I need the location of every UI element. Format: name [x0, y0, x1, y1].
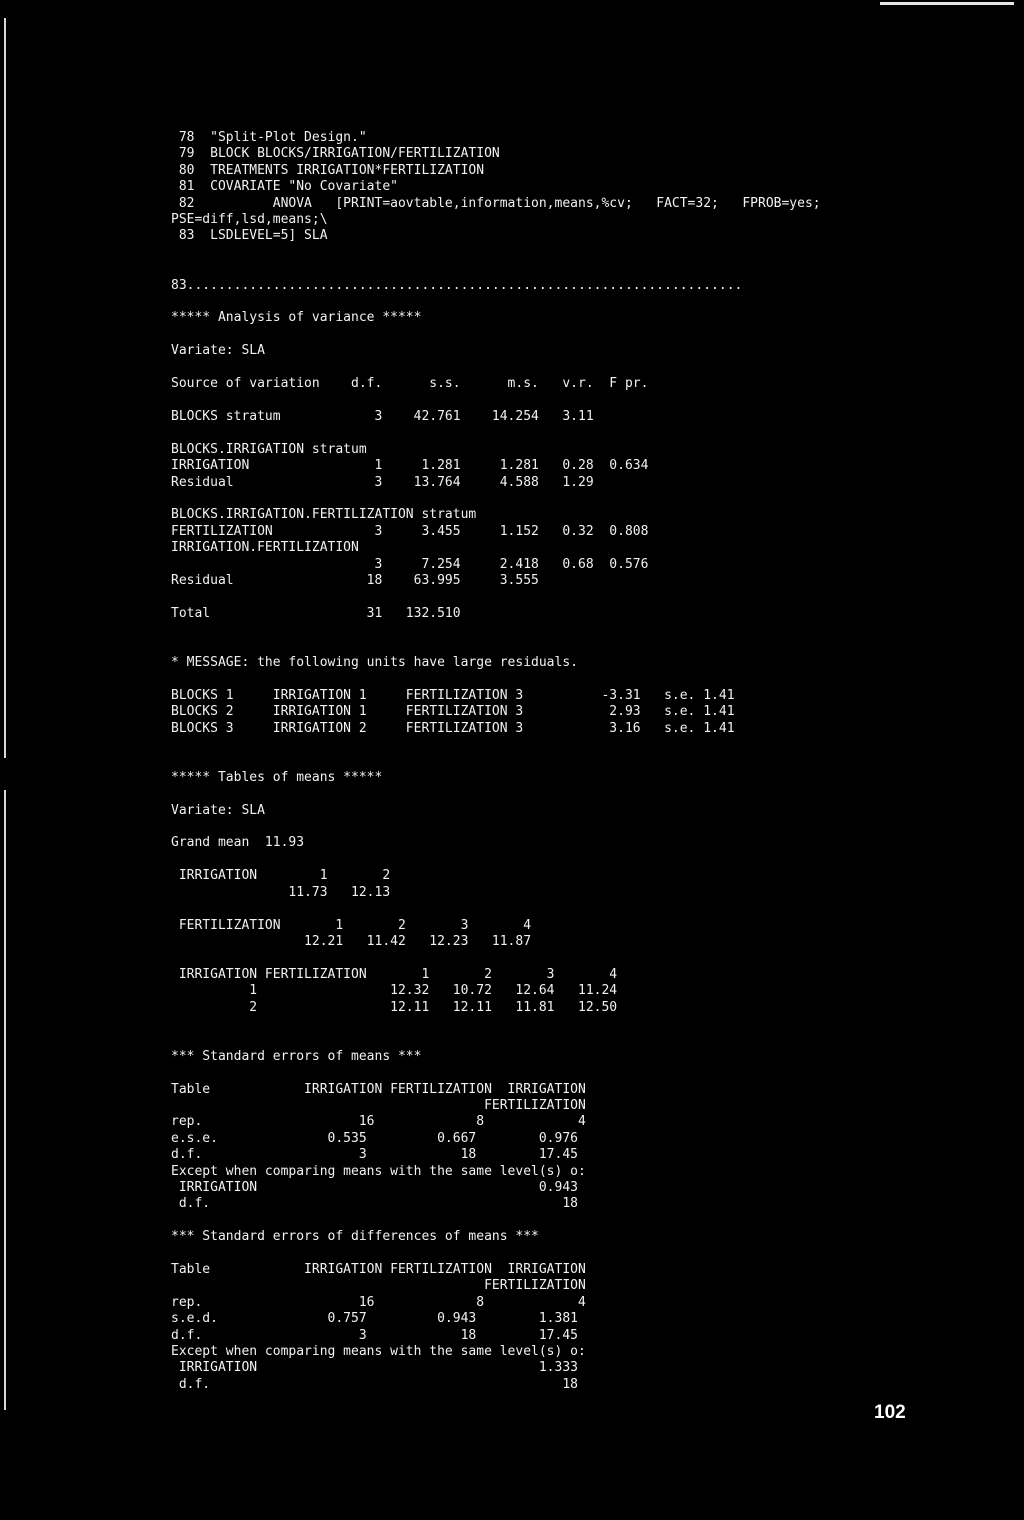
output-line: FERTILIZATION: [171, 1278, 586, 1294]
output-line: BLOCKS.IRRIGATION.FERTILIZATION stratum: [171, 507, 477, 523]
output-line: BLOCKS 3 IRRIGATION 2 FERTILIZATION 3 3.16 s.e. 1.41: [171, 720, 735, 736]
output-line: Except when comparing means with the same level(s) o:: [171, 1163, 586, 1179]
output-line: rep. 16 8 4: [171, 1114, 586, 1130]
output-line: s.e.d. 0.757 0.943 1.381: [171, 1311, 578, 1327]
output-line: 80 TREATMENTS IRRIGATION*FERTILIZATION: [171, 162, 485, 178]
output-line: d.f. 18: [171, 1196, 578, 1212]
output-line: Residual 18 63.995 3.555: [171, 572, 539, 588]
output-line: Residual 3 13.764 4.588 1.29: [171, 474, 594, 490]
output-line: IRRIGATION 1 1.281 1.281 0.28 0.634: [171, 458, 649, 474]
output-line: IRRIGATION 1.333: [171, 1360, 578, 1376]
output-line: *** Standard errors of differences of means ***: [171, 1229, 539, 1245]
output-line: rep. 16 8 4: [171, 1294, 586, 1310]
output-line: Variate: SLA: [171, 802, 265, 818]
output-line: d.f. 18: [171, 1376, 578, 1392]
output-line: BLOCKS.IRRIGATION stratum: [171, 441, 367, 457]
output-line: 81 COVARIATE "No Covariate": [171, 179, 398, 195]
output-line: Variate: SLA: [171, 343, 265, 359]
output-line: d.f. 3 18 17.45: [171, 1147, 578, 1163]
output-line: Table IRRIGATION FERTILIZATION IRRIGATION: [171, 1081, 586, 1097]
page-number: 102: [874, 1402, 906, 1423]
output-line: FERTILIZATION 3 3.455 1.152 0.32 0.808: [171, 523, 649, 539]
output-line: 12.21 11.42 12.23 11.87: [171, 933, 532, 949]
output-line: IRRIGATION FERTILIZATION 1 2 3 4: [171, 966, 618, 982]
output-line: IRRIGATION 0.943: [171, 1180, 578, 1195]
genstat-anova-output: [171, 130, 821, 1393]
output-line: 1 12.32 10.72 12.64 11.24: [171, 983, 618, 999]
output-line: 3 7.254 2.418 0.68 0.576: [171, 556, 649, 572]
output-line: 82 ANOVA [PRINT=aovtable,information,means,%cv; FACT=32; FPROB=yes;: [171, 195, 821, 211]
left-edge-line-lower: [4, 790, 6, 1410]
output-line: Except when comparing means with the same level(s) o:: [171, 1344, 586, 1360]
output-line: Grand mean 11.93: [171, 835, 305, 851]
output-line: IRRIGATION 1 2: [171, 868, 391, 884]
output-line: * MESSAGE: the following units have large residuals.: [171, 655, 578, 670]
output-line: d.f. 3 18 17.45: [171, 1327, 578, 1343]
output-line: 83.......................................................................: [171, 277, 743, 293]
output-line: 11.73 12.13: [171, 884, 391, 900]
output-line: Total 31 132.510: [171, 605, 461, 621]
top-edge-rule: [880, 2, 1014, 5]
output-line: 78 "Split-Plot Design.": [171, 130, 367, 145]
output-line: IRRIGATION.FERTILIZATION: [171, 540, 359, 556]
output-line: 83 LSDLEVEL=5] SLA: [171, 228, 328, 244]
output-line: Table IRRIGATION FERTILIZATION IRRIGATION: [171, 1262, 586, 1278]
output-line: BLOCKS 1 IRRIGATION 1 FERTILIZATION 3 -3.31 s.e. 1.41: [171, 687, 735, 703]
output-line: FERTILIZATION: [171, 1097, 586, 1113]
output-line: BLOCKS 2 IRRIGATION 1 FERTILIZATION 3 2.93 s.e. 1.41: [171, 704, 735, 720]
output-line: e.s.e. 0.535 0.667 0.976: [171, 1130, 578, 1146]
output-line: 2 12.11 12.11 11.81 12.50: [171, 999, 618, 1015]
output-line: ***** Tables of means *****: [171, 769, 383, 785]
left-edge-line-upper: [4, 18, 6, 758]
output-line: ***** Analysis of variance *****: [171, 310, 422, 326]
output-line: FERTILIZATION 1 2 3 4: [171, 917, 532, 933]
output-line: 79 BLOCK BLOCKS/IRRIGATION/FERTILIZATION: [171, 146, 500, 162]
output-line: Source of variation d.f. s.s. m.s. v.r. F pr.: [171, 376, 649, 392]
output-line: *** Standard errors of means ***: [171, 1048, 422, 1064]
output-line: PSE=diff,lsd,means;\: [171, 212, 328, 228]
output-line: BLOCKS stratum 3 42.761 14.254 3.11: [171, 408, 594, 424]
